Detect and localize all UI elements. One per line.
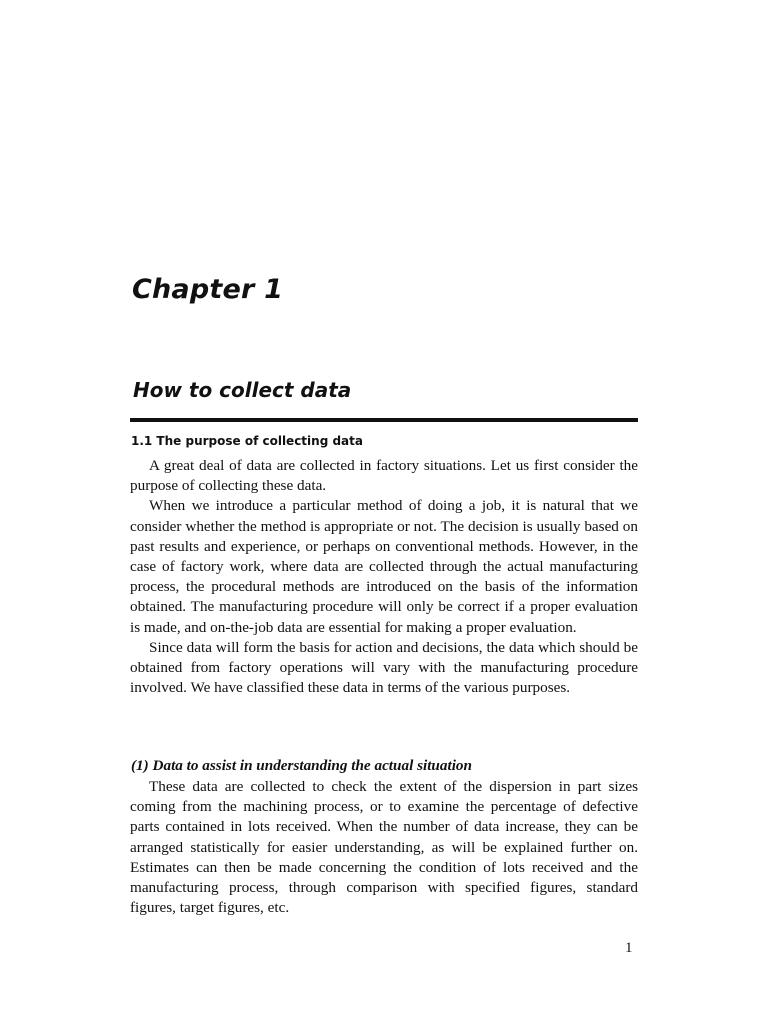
paragraph: Since data will form the basis for action and decisions, the data which should be obtained from factory operations will vary with the manufacturing procedure involved. We have classified these data in terms of the various purposes. bbox=[130, 638, 638, 697]
subsection-heading: (1) Data to assist in understanding the actual situation bbox=[131, 757, 472, 774]
chapter-label: Chapter 1 bbox=[132, 274, 284, 305]
paragraph: When we introduce a particular method of doing a job, it is natural that we consider whether the method is appropriate or not. The decision is usually based on past results and experience, or perhaps on conventional methods. However, in the case of factory work, where data are collected through the actual manufacturing process, the procedural methods are introduced on the basis of the information obtained. The manufacturing procedure will only be correct if a proper evaluation is made, and on-the-job data are essential for making a proper evaluation. bbox=[130, 497, 638, 636]
title-rule bbox=[130, 418, 638, 422]
paragraph: A great deal of data are collected in factory situations. Let us first consider the purpose of collecting these data. bbox=[130, 457, 638, 495]
section-heading: 1.1 The purpose of collecting data bbox=[131, 434, 363, 448]
paragraph: These data are collected to check the extent of the dispersion in part sizes coming from the machining process, or to examine the percentage of defective parts contained in lots received. When the number of data increase, they can be arranged statistically for easier understanding, as will be explained further on. Estimates can then be made concerning the condition of lots received and the manufacturing process, through comparison with specified figures, standard figures, target figures, etc. bbox=[130, 778, 638, 917]
subsection-body bbox=[130, 777, 638, 918]
chapter-title: How to collect data bbox=[133, 378, 352, 402]
page-number: 1 bbox=[625, 940, 633, 956]
section-body bbox=[130, 456, 638, 698]
